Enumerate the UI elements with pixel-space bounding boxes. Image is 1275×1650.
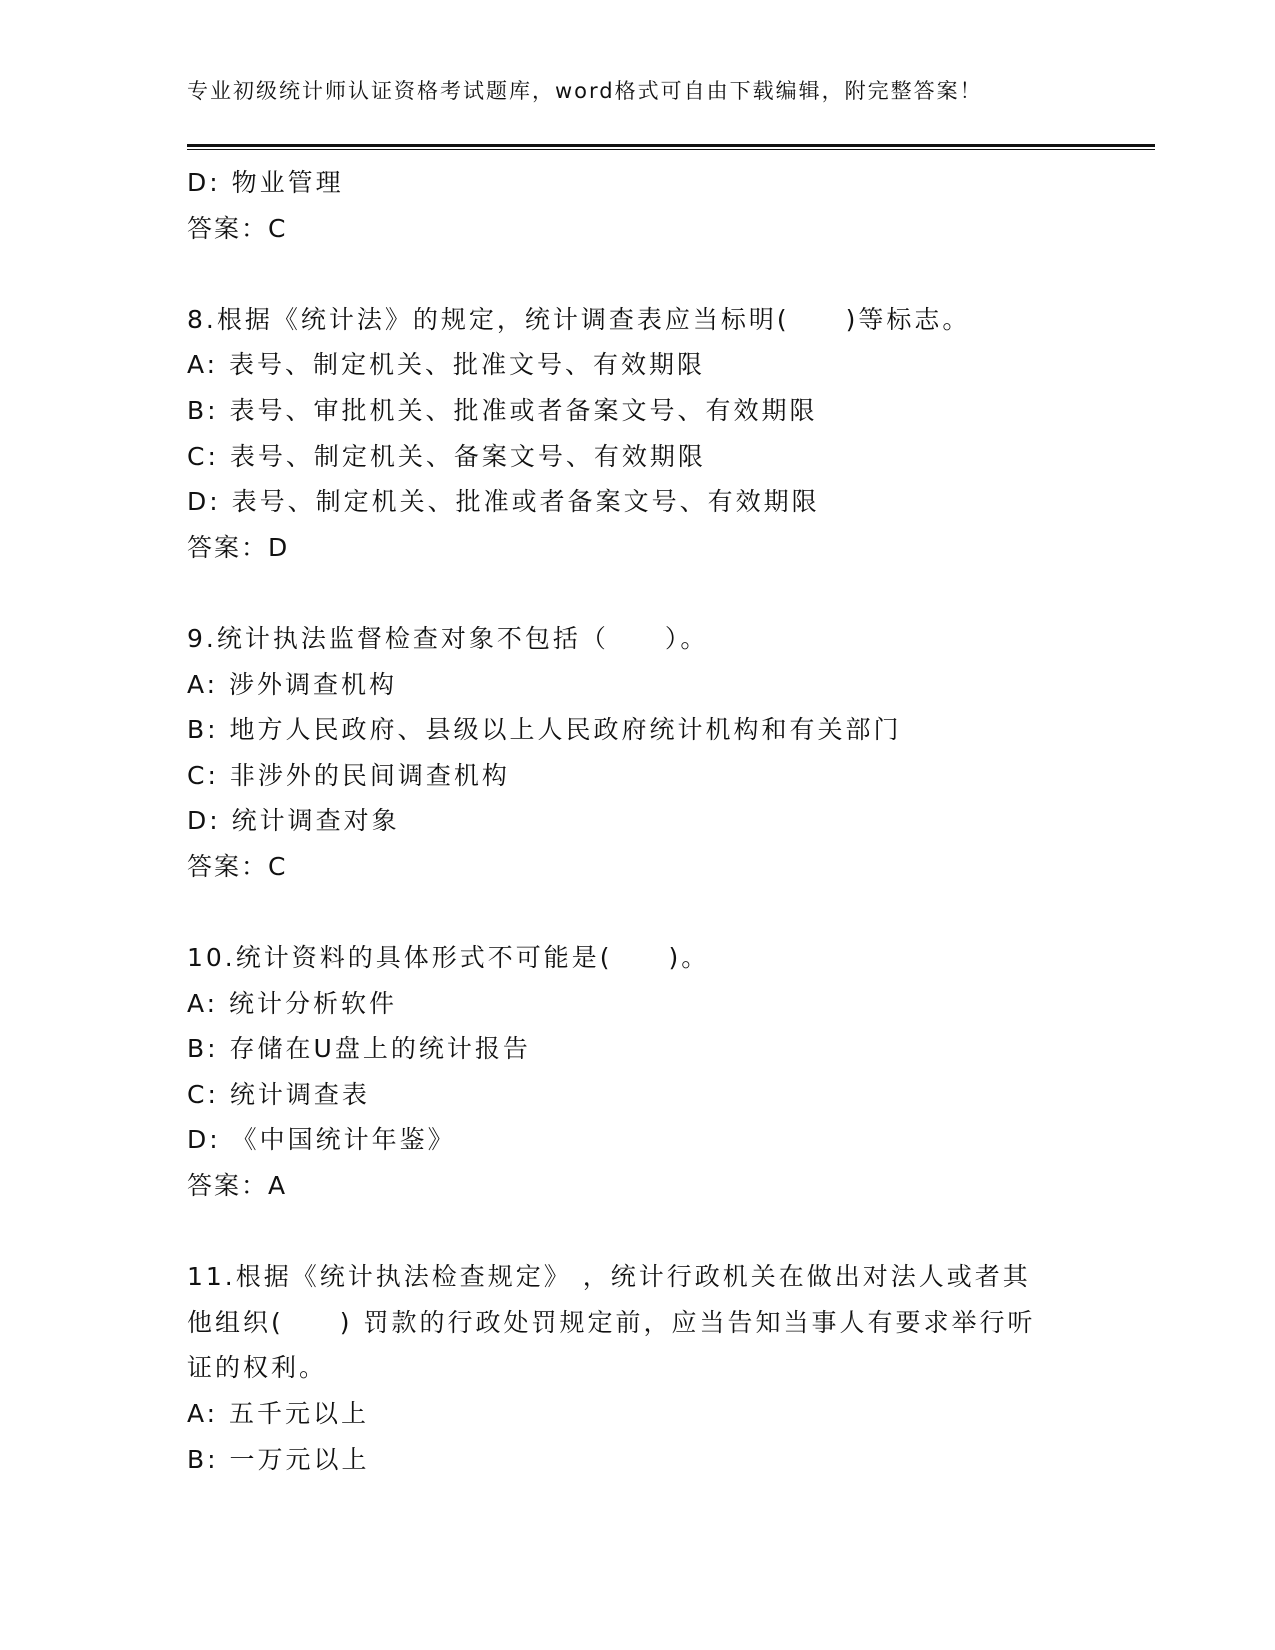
question-9 [187,616,1147,890]
spacer [187,890,1147,936]
question-list [187,160,1147,1482]
option-d: D: 统计调查对象 [187,806,400,836]
question-stem-line-2: 他组织( ) 罚款的行政处罚规定前，应当告知当事人有要求举行听 [187,1307,1036,1337]
answer: 答案：C [187,851,288,881]
option-c: C: 表号、制定机关、备案文号、有效期限 [187,441,706,471]
option-d: D: 表号、制定机关、批准或者备案文号、有效期限 [187,487,820,517]
spacer [187,251,1147,297]
page-header: 专业初级统计师认证资格考试题库，word格式可自由下载编辑，附完整答案！ [187,79,983,103]
option-c: C: 统计调查表 [187,1079,370,1109]
question-stem: 9.统计执法监督检查对象不包括（ ）。 [187,623,709,653]
option-b: B: 表号、审批机关、批准或者备案文号、有效期限 [187,395,818,425]
header-rule-thin [187,149,1155,150]
option-a: A: 五千元以上 [187,1399,370,1429]
option-b: B: 一万元以上 [187,1444,370,1474]
answer: 答案：D [187,532,290,562]
question-10 [187,935,1147,1209]
spacer [187,570,1147,616]
option-a: A: 统计分析软件 [187,988,398,1018]
option-a: A: 涉外调查机构 [187,669,398,699]
question-8 [187,297,1147,571]
answer: 答案：A [187,1171,288,1201]
spacer [187,1209,1147,1255]
option-b: B: 地方人民政府、县级以上人民政府统计机构和有关部门 [187,715,902,745]
question-stem: 10.统计资料的具体形式不可能是( )。 [187,943,710,973]
option-a: A: 表号、制定机关、批准文号、有效期限 [187,350,706,380]
header-rule-thick [187,144,1155,147]
question-11 [187,1254,1147,1482]
option-b: B: 存储在U盘上的统计报告 [187,1034,531,1064]
question-stem-line-1: 11.根据《统计执法检查规定》 ，统计行政机关在做出对法人或者其 [187,1262,1031,1292]
option-d: D: 《中国统计年鉴》 [187,1125,456,1155]
prev-answer: 答案：C [187,213,288,243]
prev-option-d: D: 物业管理 [187,168,344,197]
option-c: C: 非涉外的民间调查机构 [187,760,510,790]
question-stem-line-3: 证的权利。 [187,1353,328,1383]
question-stem: 8.根据《统计法》的规定，统计调查表应当标明( )等标志。 [187,304,971,334]
